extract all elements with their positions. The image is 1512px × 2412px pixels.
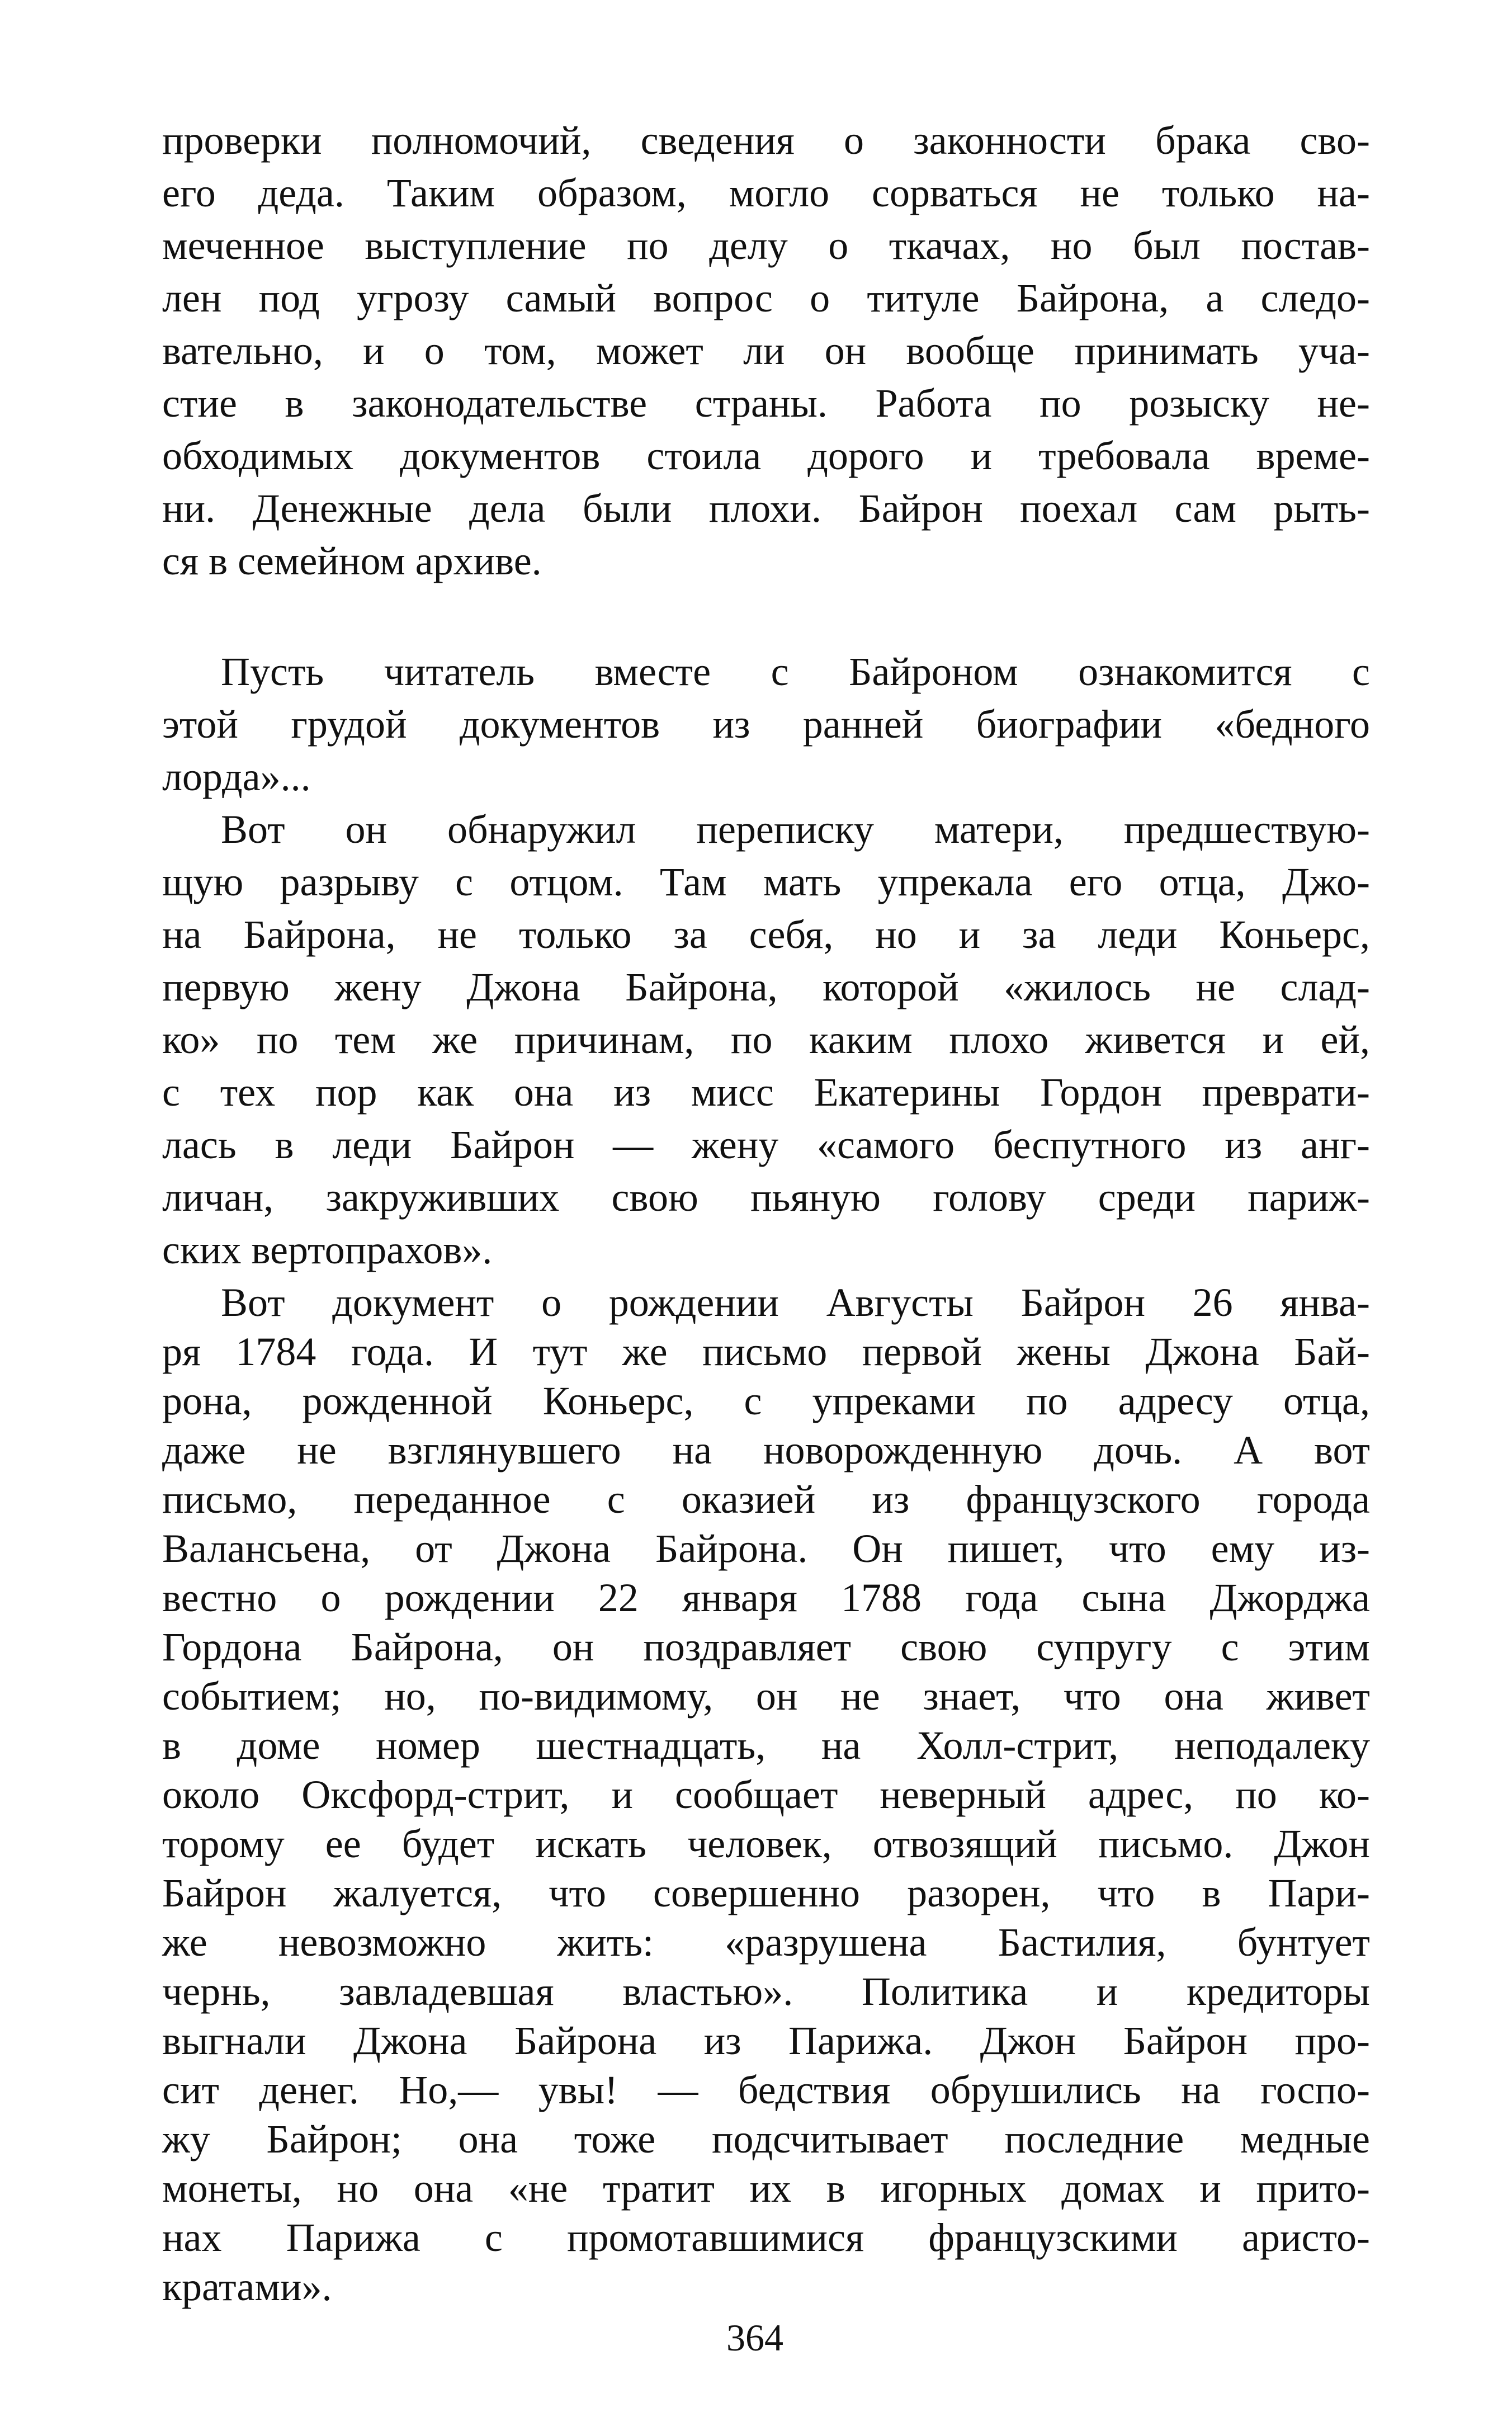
page-number: 364: [726, 2316, 783, 2359]
text-line: ских вертопрахов».: [162, 1228, 493, 1272]
text-line: же невозможно жить: «разрушена Бастилия, бунтует: [162, 1920, 1370, 1965]
text-line: сит денег. Но,— увы! — бедствия обрушились на госпо-: [162, 2068, 1370, 2112]
text-line: Вот он обнаружил переписку матери, предшествую-: [221, 807, 1370, 852]
text-line: этой грудой документов из ранней биографии «бедного: [162, 702, 1370, 747]
text-line: монеты, но она «не тратит их в игорных домах и прито-: [162, 2166, 1370, 2211]
text-line: выгнали Джона Байрона из Парижа. Джон Байрон про-: [162, 2018, 1370, 2063]
text-line: личан, закруживших свою пьяную голову среди париж-: [162, 1175, 1370, 1220]
text-line: лорда»...: [162, 754, 311, 799]
text-line: торому ее будет искать человек, отвозящий письмо. Джон: [162, 1821, 1370, 1866]
text-line: даже не взглянувшего на новорожденную дочь. А вот: [162, 1428, 1370, 1472]
text-line: его деда. Таким образом, могло сорваться не только на-: [162, 171, 1370, 215]
text-line: обходимых документов стоила дорого и требовала време-: [162, 433, 1370, 478]
text-line: лен под угрозу самый вопрос о титуле Байрона, а следо-: [162, 276, 1370, 320]
text-line: Гордона Байрона, он поздравляет свою супругу с этим: [162, 1625, 1370, 1669]
text-line: стие в законодательстве страны. Работа по розыску не-: [162, 381, 1370, 426]
text-line: Валансьена, от Джона Байрона. Он пишет, что ему из-: [162, 1526, 1370, 1571]
text-line: Пусть читатель вместе с Байроном ознакомится с: [221, 649, 1370, 694]
text-line: ря 1784 года. И тут же письмо первой жены Джона Бай-: [162, 1329, 1370, 1374]
text-line: нах Парижа с промотавшимися французскими аристо-: [162, 2215, 1370, 2260]
text-line: ся в семейном архиве.: [162, 539, 542, 583]
text-line: щую разрыву с отцом. Там мать упрекала его отца, Джо-: [162, 860, 1370, 904]
text-line: первую жену Джона Байрона, которой «жилось не слад-: [162, 965, 1370, 1009]
text-line: кратами».: [162, 2264, 332, 2309]
text-line: проверки полномочий, сведения о законности брака сво-: [162, 118, 1370, 163]
text-line: письмо, переданное с оказией из французского города: [162, 1477, 1370, 1522]
text-line: Вот документ о рождении Августы Байрон 26 янва-: [221, 1280, 1370, 1325]
text-line: на Байрона, не только за себя, но и за леди Коньерс,: [162, 912, 1370, 957]
text-line: с тех пор как она из мисс Екатерины Гордон преврати-: [162, 1070, 1370, 1115]
text-line: вательно, и о том, может ли он вообще принимать уча-: [162, 328, 1370, 373]
text-line: рона, рожденной Коньерс, с упреками по адресу отца,: [162, 1379, 1370, 1423]
text-line: Байрон жалуется, что совершенно разорен, что в Пари-: [162, 1871, 1370, 1915]
text-line: вестно о рождении 22 января 1788 года сына Джорджа: [162, 1575, 1370, 1620]
text-line: меченное выступление по делу о ткачах, но был постав-: [162, 223, 1370, 268]
text-line: около Оксфорд-стрит, и сообщает неверный адрес, по ко-: [162, 1772, 1370, 1817]
text-line: лась в леди Байрон — жену «самого беспутного из анг-: [162, 1122, 1370, 1167]
text-line: ко» по тем же причинам, по каким плохо живется и ей,: [162, 1017, 1370, 1062]
text-line: в доме номер шестнадцать, на Холл-стрит, неподалеку: [162, 1723, 1370, 1768]
text-line: ни. Денежные дела были плохи. Байрон поехал сам рыть-: [162, 486, 1370, 531]
text-line: жу Байрон; она тоже подсчитывает последние медные: [162, 2117, 1370, 2161]
text-line: чернь, завладевшая властью». Политика и кредиторы: [162, 1969, 1370, 2014]
text-line: событием; но, по-видимому, он не знает, что она живет: [162, 1674, 1370, 1719]
